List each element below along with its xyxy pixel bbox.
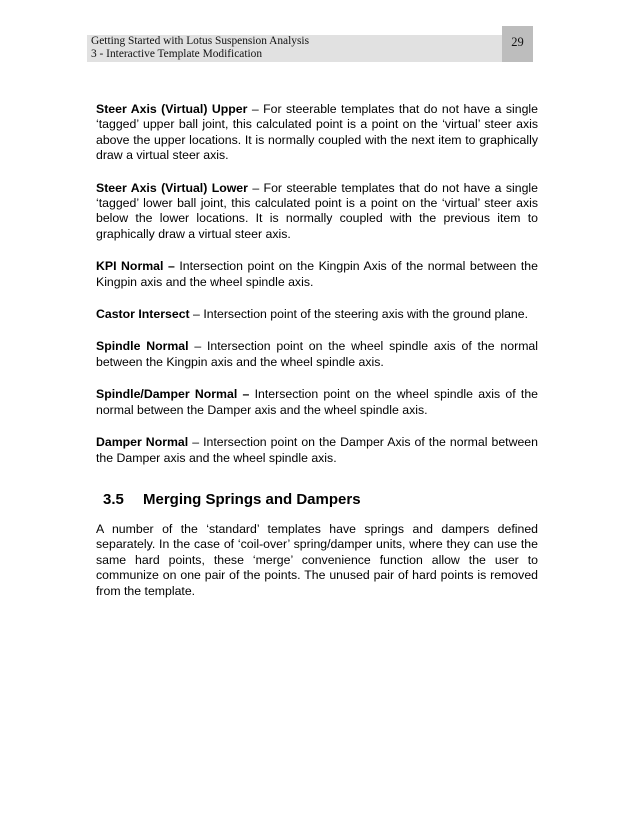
definition-text: Intersection point on the Kingpin Axis of the normal between the Kingpin axis and the wheel spindle axis. [96,259,538,289]
page-content [96,102,538,616]
definition-term: Damper Normal [96,435,189,450]
definition-term: Steer Axis (Virtual) Lower [96,180,248,195]
definition-paragraph [96,259,538,290]
definition-text: Intersection point on the wheel spindle axis of the normal between the Damper axis and the wheel spindle axis. [96,387,538,417]
definition-text: – Intersection point on the wheel spindle axis of the normal between the Kingpin axis and the wheel spindle axis. [96,339,539,369]
definition-text: – For steerable templates that do not have a single ‘tagged’ upper ball joint, this calculated point is a point on the ‘virtual’ steer axis above the upper locations. It is normally coupled with the next item to graphically draw a virtual steer axis. [96,102,538,163]
definition-term: Spindle Normal [96,339,189,354]
definition-paragraph [96,307,538,322]
header-document-title: Getting Started with Lotus Suspension Analysis [91,35,310,47]
section-body-paragraph: A number of the ‘standard’ templates have springs and dampers defined separately. In the case of ‘coil-over’ spring/damper units, where they can use the same hard points, these ‘merge’ convenience function allow the user to communize on one pair of the points. The unused pair of hard points is removed from the template. [96,521,538,598]
definition-text: – Intersection point on the Damper Axis of the normal between the Damper axis and the wheel spindle axis. [96,435,538,465]
header-chapter-title: 3 - Interactive Template Modification [91,48,263,60]
definition-text: – Intersection point of the steering axis with the ground plane. [189,307,529,322]
definition-term: Spindle/Damper Normal – [96,387,250,402]
section-number: 3.5 [103,490,124,508]
definition-paragraph [96,339,538,370]
header-page-box [502,26,533,62]
definition-term: Steer Axis (Virtual) Upper [96,102,248,116]
header-title-block [87,35,502,62]
definition-paragraph [96,387,538,418]
section-title: Merging Springs and Dampers [143,490,361,508]
definition-paragraph [96,435,538,466]
page-header [87,26,533,62]
definition-term: Castor Intersect [96,307,190,322]
definition-paragraph [96,102,538,164]
definition-term: KPI Normal – [96,259,175,274]
definition-text: – For steerable templates that do not have a single ‘tagged’ lower ball joint, this calculated point is a point on the ‘virtual’ steer axis below the lower locations. It is normally coupled with the previous item to graphically draw a virtual steer axis. [96,180,538,241]
section-heading [103,491,538,509]
page-number: 29 [511,35,524,49]
definition-paragraph [96,181,538,243]
